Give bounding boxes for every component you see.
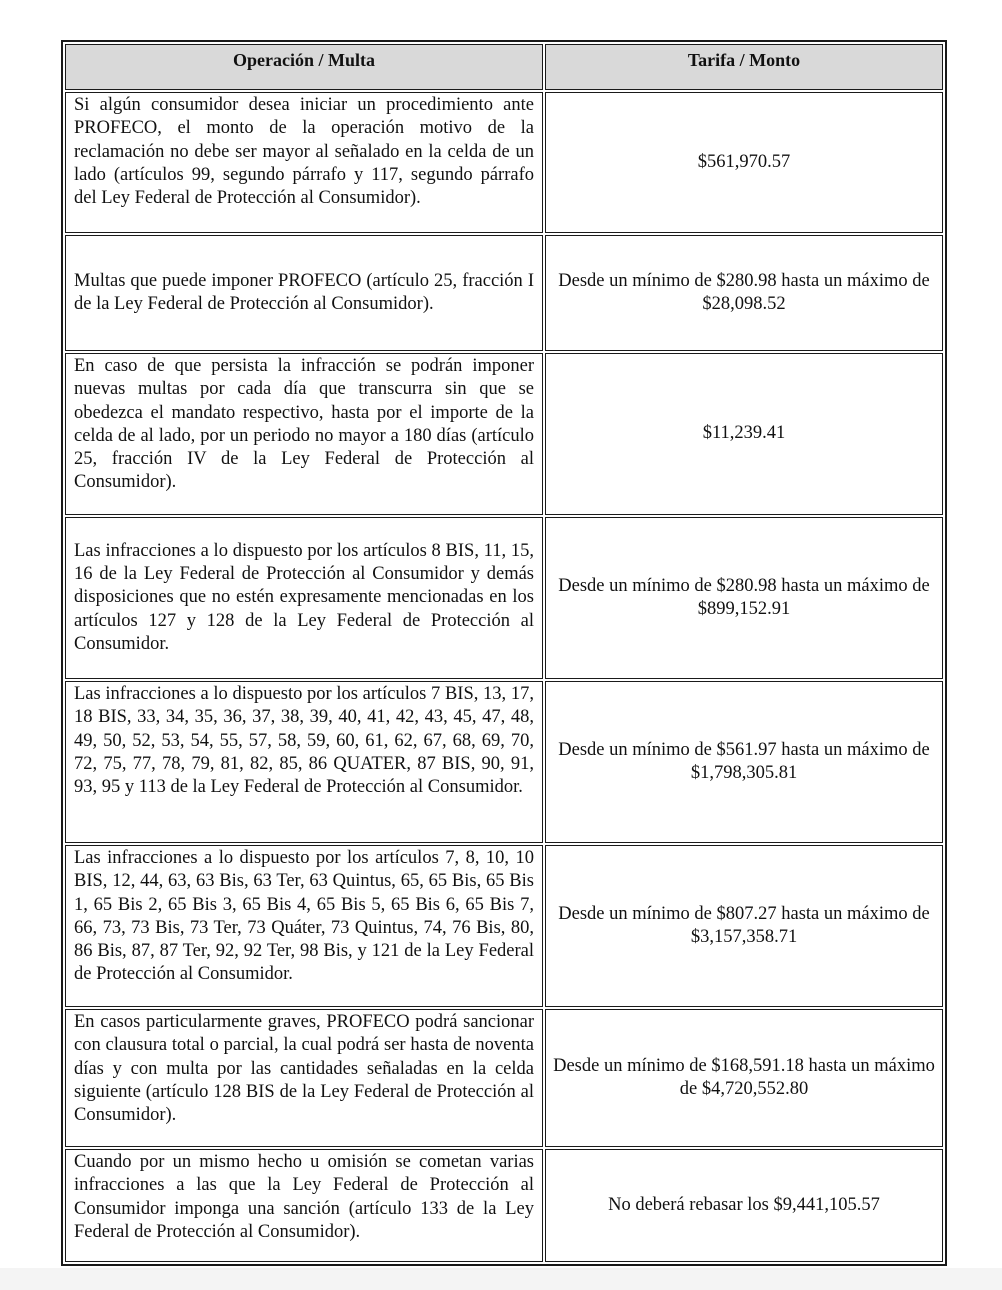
table-row xyxy=(65,681,943,843)
table-row xyxy=(65,353,943,515)
operation-cell xyxy=(65,1009,543,1147)
table-row xyxy=(65,92,943,233)
table-header-row xyxy=(65,44,943,90)
operation-text: Las infracciones a lo dispuesto por los artículos 7, 8, 10, 10 BIS, 12, 44, 63, 63 Bis, 63 Ter, 63 Quintus, 65, 65 Bis, 65 Bis 1, 65 Bis 2, 65 Bis 3, 65 Bis 4, 65 Bis 5, 65 Bis 6, 65 Bis 7, 66, 73, 73 Bis, 73 Ter, 73 Quáter, 73 Quintus, 74, 76 Bis, 80, 86 Bis, 87, 87 Ter, 92, 92 Ter, 98 Bis, y 121 de la Ley Federal de Protección al Consumidor. xyxy=(74,848,534,985)
amount-cell xyxy=(545,1009,943,1147)
operation-cell xyxy=(65,681,543,843)
operation-cell xyxy=(65,235,543,351)
amount-text: $11,239.41 xyxy=(702,423,786,444)
page-bottom-strip xyxy=(0,1268,1002,1290)
operation-text: Las infracciones a lo dispuesto por los artículos 7 BIS, 13, 17, 18 BIS, 33, 34, 35, 36, 37, 38, 39, 40, 41, 42, 43, 45, 47, 48, 49, 50, 52, 53, 54, 55, 57, 58, 59, 60, 61, 62, 67, 68, 69, 70, 72, 75, 77, 78, 79, 81, 82, 85, 86 QUATER, 87 BIS, 90, 91, 93, 95 y 113 de la Ley Federal de Protección al Consumidor. xyxy=(74,684,534,798)
operation-cell xyxy=(65,845,543,1007)
amount-text: Desde un mínimo de $280.98 hasta un máximo de $28,098.52 xyxy=(558,270,930,314)
table-row xyxy=(65,1009,943,1147)
fines-table-grid xyxy=(65,44,943,1262)
table-row xyxy=(65,517,943,679)
amount-text: Desde un mínimo de $807.27 hasta un máximo de $3,157,358.71 xyxy=(558,903,930,947)
amount-text: Desde un mínimo de $280.98 hasta un máximo de $899,152.91 xyxy=(558,575,930,619)
header-amount-label: Tarifa / Monto xyxy=(687,50,801,70)
header-cell-operation xyxy=(65,44,543,90)
amount-cell xyxy=(545,1149,943,1262)
amount-text: $561,970.57 xyxy=(697,151,791,172)
table-row xyxy=(65,1149,943,1262)
operation-cell xyxy=(65,517,543,679)
amount-cell xyxy=(545,681,943,843)
fines-table xyxy=(61,40,947,1266)
operation-text: Cuando por un mismo hecho u omisión se cometan varias infracciones a las que la Ley Federal de Protección al Consumidor imponga una sanción (artículo 133 de la Ley Federal de Protección al Consumidor). xyxy=(74,1152,534,1242)
amount-cell xyxy=(545,235,943,351)
amount-text: Desde un mínimo de $168,591.18 hasta un máximo de $4,720,552.80 xyxy=(553,1055,935,1099)
operation-cell xyxy=(65,92,543,233)
operation-text: Si algún consumidor desea iniciar un procedimiento ante PROFECO, el monto de la operación motivo de la reclamación no debe ser mayor al señalado en la celda de un lado (artículos 99, segundo párrafo y 117, segundo párrafo del Ley Federal de Protección al Consumidor). xyxy=(74,95,534,209)
operation-cell xyxy=(65,353,543,515)
amount-cell xyxy=(545,517,943,679)
header-cell-amount xyxy=(545,44,943,90)
header-operation-label: Operación / Multa xyxy=(233,50,375,70)
operation-text: Las infracciones a lo dispuesto por los artículos 8 BIS, 11, 15, 16 de la Ley Federal de Protección al Consumidor y demás disposiciones que no estén expresamente mencionadas en los artículos 127 y 128 de la Ley Federal de Protección al Consumidor. xyxy=(74,540,534,654)
table-row xyxy=(65,845,943,1007)
amount-cell xyxy=(545,845,943,1007)
amount-cell xyxy=(545,92,943,233)
operation-text: En caso de que persista la infracción se podrán imponer nuevas multas por cada día que transcurra sin que se obedezca el mandato respectivo, hasta por el importe de la celda de al lado, por un periodo no mayor a 180 días (artículo 25, fracción IV de la Ley Federal de Protección al Consumidor). xyxy=(74,356,534,493)
table-row xyxy=(65,235,943,351)
operation-cell xyxy=(65,1149,543,1262)
amount-text: No deberá rebasar los $9,441,105.57 xyxy=(608,1194,880,1215)
operation-text: Multas que puede imponer PROFECO (artículo 25, fracción I de la Ley Federal de Protección al Consumidor). xyxy=(74,270,534,314)
amount-cell xyxy=(545,353,943,515)
operation-text: En casos particularmente graves, PROFECO podrá sancionar con clausura total o parcial, la cual podrá ser hasta de noventa días y con multa por las cantidades señaladas en la celda siguiente (artículo 128 BIS de la Ley Federal de Protección al Consumidor). xyxy=(74,1012,534,1126)
amount-text: Desde un mínimo de $561.97 hasta un máximo de $1,798,305.81 xyxy=(558,739,930,783)
